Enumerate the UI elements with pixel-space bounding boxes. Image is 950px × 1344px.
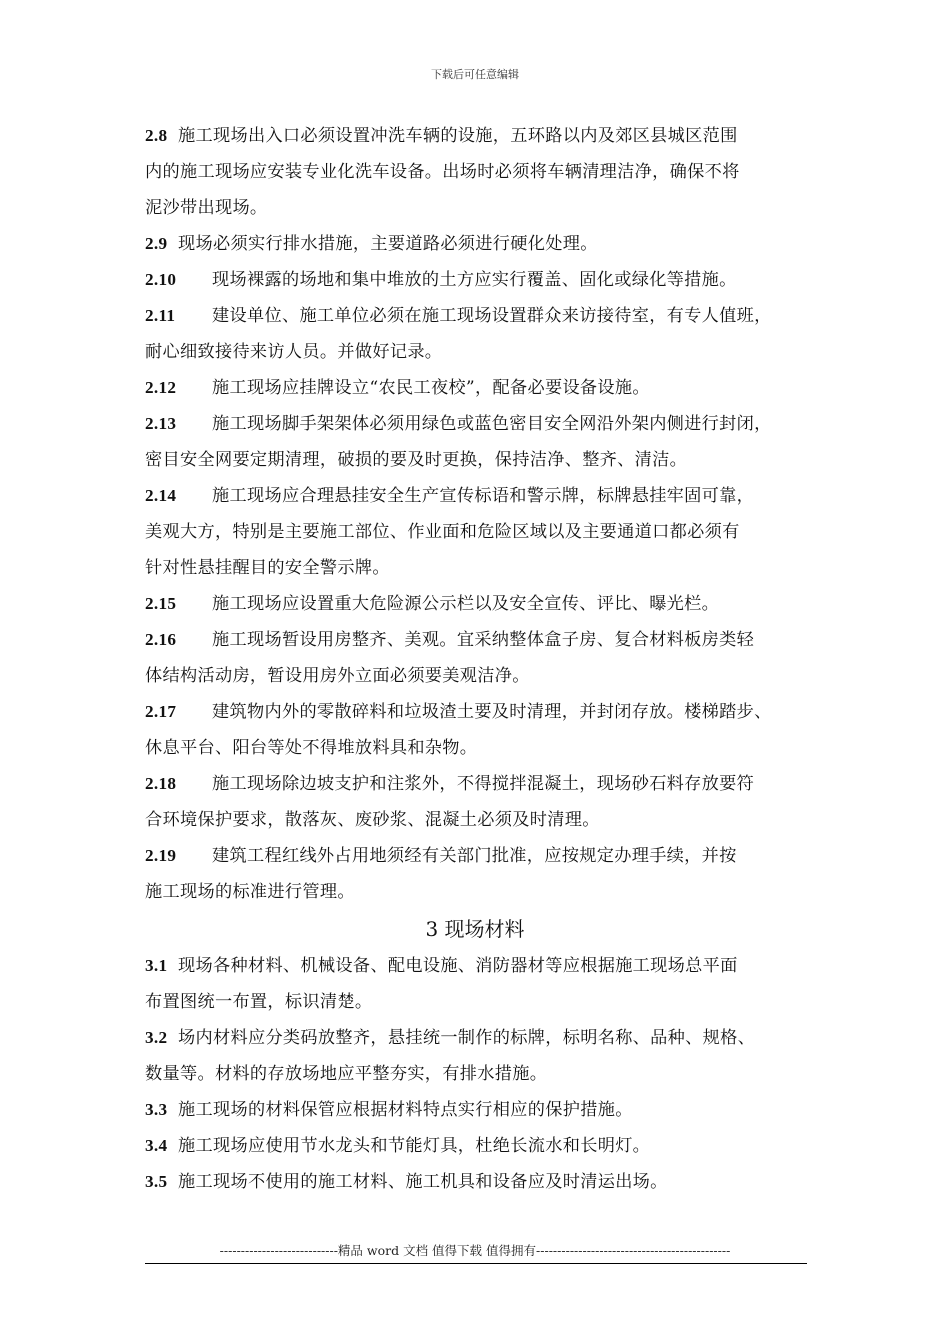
paragraph-line: [145, 550, 825, 586]
clause-text: 休息平台、阳台等处不得堆放料具和杂物。: [145, 738, 478, 758]
paragraph-line: [145, 442, 825, 478]
clause-number: 3.5: [145, 1172, 168, 1191]
clause-text: 施工现场应挂牌设立“农民工夜校”，配备必要设备设施。: [212, 378, 650, 398]
section-title: 3 现场材料: [425, 917, 525, 941]
paragraph-line: [145, 154, 825, 190]
clause-text: 建筑工程红线外占用地须经有关部门批准，应按规定办理手续，并按: [212, 846, 737, 866]
paragraph-line: [145, 730, 825, 766]
clause-text: 体结构活动房，暂设用房外立面必须要美观洁净。: [145, 666, 530, 686]
paragraph-line: [145, 478, 825, 514]
clause-text: 布置图统一布置，标识清楚。: [145, 992, 373, 1012]
clause-number: 2.13: [145, 414, 177, 433]
clause-text: 针对性悬挂醒目的安全警示牌。: [145, 558, 390, 578]
clause-text: 施工现场除边坡支护和注浆外，不得搅拌混凝土，现场砂石料存放要符: [212, 774, 755, 794]
paragraph-line: [145, 694, 825, 730]
paragraph-line: [145, 802, 825, 838]
paragraph-line: [145, 298, 825, 334]
paragraph-line: [145, 334, 825, 370]
clause-text: 内的施工现场应安装专业化洗车设备。出场时必须将车辆清理洁净，确保不将: [145, 162, 740, 182]
clause-text: 施工现场的材料保管应根据材料特点实行相应的保护措施。: [178, 1100, 633, 1120]
paragraph-line: [145, 1056, 825, 1092]
paragraph-line: [145, 1164, 825, 1200]
clause-number: 2.16: [145, 630, 177, 649]
clause-text: 建筑物内外的零散碎料和垃圾渣土要及时清理，并封闭存放。楼梯踏步、: [212, 702, 772, 722]
clause-number: 2.17: [145, 702, 177, 721]
paragraph-line: [145, 262, 825, 298]
clause-text: 现场各种材料、机械设备、配电设施、消防器材等应根据施工现场总平面: [178, 956, 738, 976]
paragraph-line: [145, 874, 825, 910]
clause-text: 施工现场的标准进行管理。: [145, 882, 355, 902]
clause-number: 2.10: [145, 270, 177, 289]
clause-text: 施工现场应合理悬挂安全生产宣传标语和警示牌，标牌悬挂牢固可靠，: [212, 486, 755, 506]
clause-text: 施工现场应使用节水龙头和节能灯具，杜绝长流水和长明灯。: [178, 1136, 651, 1156]
footer-note: ----------------------------精品 word 文档 值得下载 值得拥有----------------------------------------------: [219, 1243, 731, 1258]
document-body: [145, 118, 825, 1200]
clause-number: 2.8: [145, 126, 168, 145]
paragraph-line: [145, 586, 825, 622]
clause-text: 现场必须实行排水措施，主要道路必须进行硬化处理。: [178, 234, 598, 254]
paragraph-line: [145, 984, 825, 1020]
header-note: 下载后可任意编辑: [431, 68, 519, 81]
clause-text: 合环境保护要求，散落灰、废砂浆、混凝土必须及时清理。: [145, 810, 600, 830]
clause-text: 数量等。材料的存放场地应平整夯实，有排水措施。: [145, 1064, 548, 1084]
paragraph-line: [145, 838, 825, 874]
clause-text: 耐心细致接待来访人员。并做好记录。: [145, 342, 443, 362]
clause-number: 3.4: [145, 1136, 168, 1155]
clause-text: 密目安全网要定期清理，破损的要及时更换，保持洁净、整齐、清洁。: [145, 450, 688, 470]
clause-text: 现场裸露的场地和集中堆放的土方应实行覆盖、固化或绿化等措施。: [212, 270, 737, 290]
paragraph-line: [145, 226, 825, 262]
clause-text: 施工现场不使用的施工材料、施工机具和设备应及时清运出场。: [178, 1172, 668, 1192]
paragraph-line: [145, 622, 825, 658]
paragraph-line: [145, 406, 825, 442]
clause-number: 2.14: [145, 486, 177, 505]
clause-text: 场内材料应分类码放整齐，悬挂统一制作的标牌，标明名称、品种、规格、: [178, 1028, 756, 1048]
clause-text: 施工现场应设置重大危险源公示栏以及安全宣传、评比、曝光栏。: [212, 594, 720, 614]
clause-number: 2.18: [145, 774, 177, 793]
clause-text: 施工现场出入口必须设置冲洗车辆的设施，五环路以内及郊区县城区范围: [178, 126, 738, 146]
clause-number: 3.2: [145, 1028, 168, 1047]
clause-number: 2.19: [145, 846, 177, 865]
paragraph-line: [145, 118, 825, 154]
clause-text: 美观大方，特别是主要施工部位、作业面和危险区域以及主要通道口都必须有: [145, 522, 740, 542]
clause-text: 建设单位、施工单位必须在施工现场设置群众来访接待室，有专人值班，: [212, 306, 772, 326]
paragraph-line: [145, 766, 825, 802]
paragraph-line: [145, 190, 825, 226]
clause-number: 2.15: [145, 594, 177, 613]
paragraph-line: [145, 370, 825, 406]
clause-text: 施工现场暂设用房整齐、美观。宜采纳整体盒子房、复合材料板房类轻: [212, 630, 755, 650]
clause-number: 2.9: [145, 234, 168, 253]
clause-number: 3.1: [145, 956, 168, 975]
paragraph-line: [145, 658, 825, 694]
paragraph-line: [145, 1092, 825, 1128]
paragraph-line: [145, 514, 825, 550]
paragraph-line: [145, 948, 825, 984]
footer-rule: [145, 1263, 807, 1264]
clause-text: 泥沙带出现场。: [145, 198, 268, 218]
paragraph-line: [145, 1128, 825, 1164]
clause-number: 2.12: [145, 378, 177, 397]
clause-text: 施工现场脚手架架体必须用绿色或蓝色密目安全网沿外架内侧进行封闭，: [212, 414, 772, 434]
clause-number: 3.3: [145, 1100, 168, 1119]
clause-number: 2.11: [145, 306, 176, 325]
paragraph-line: [145, 1020, 825, 1056]
